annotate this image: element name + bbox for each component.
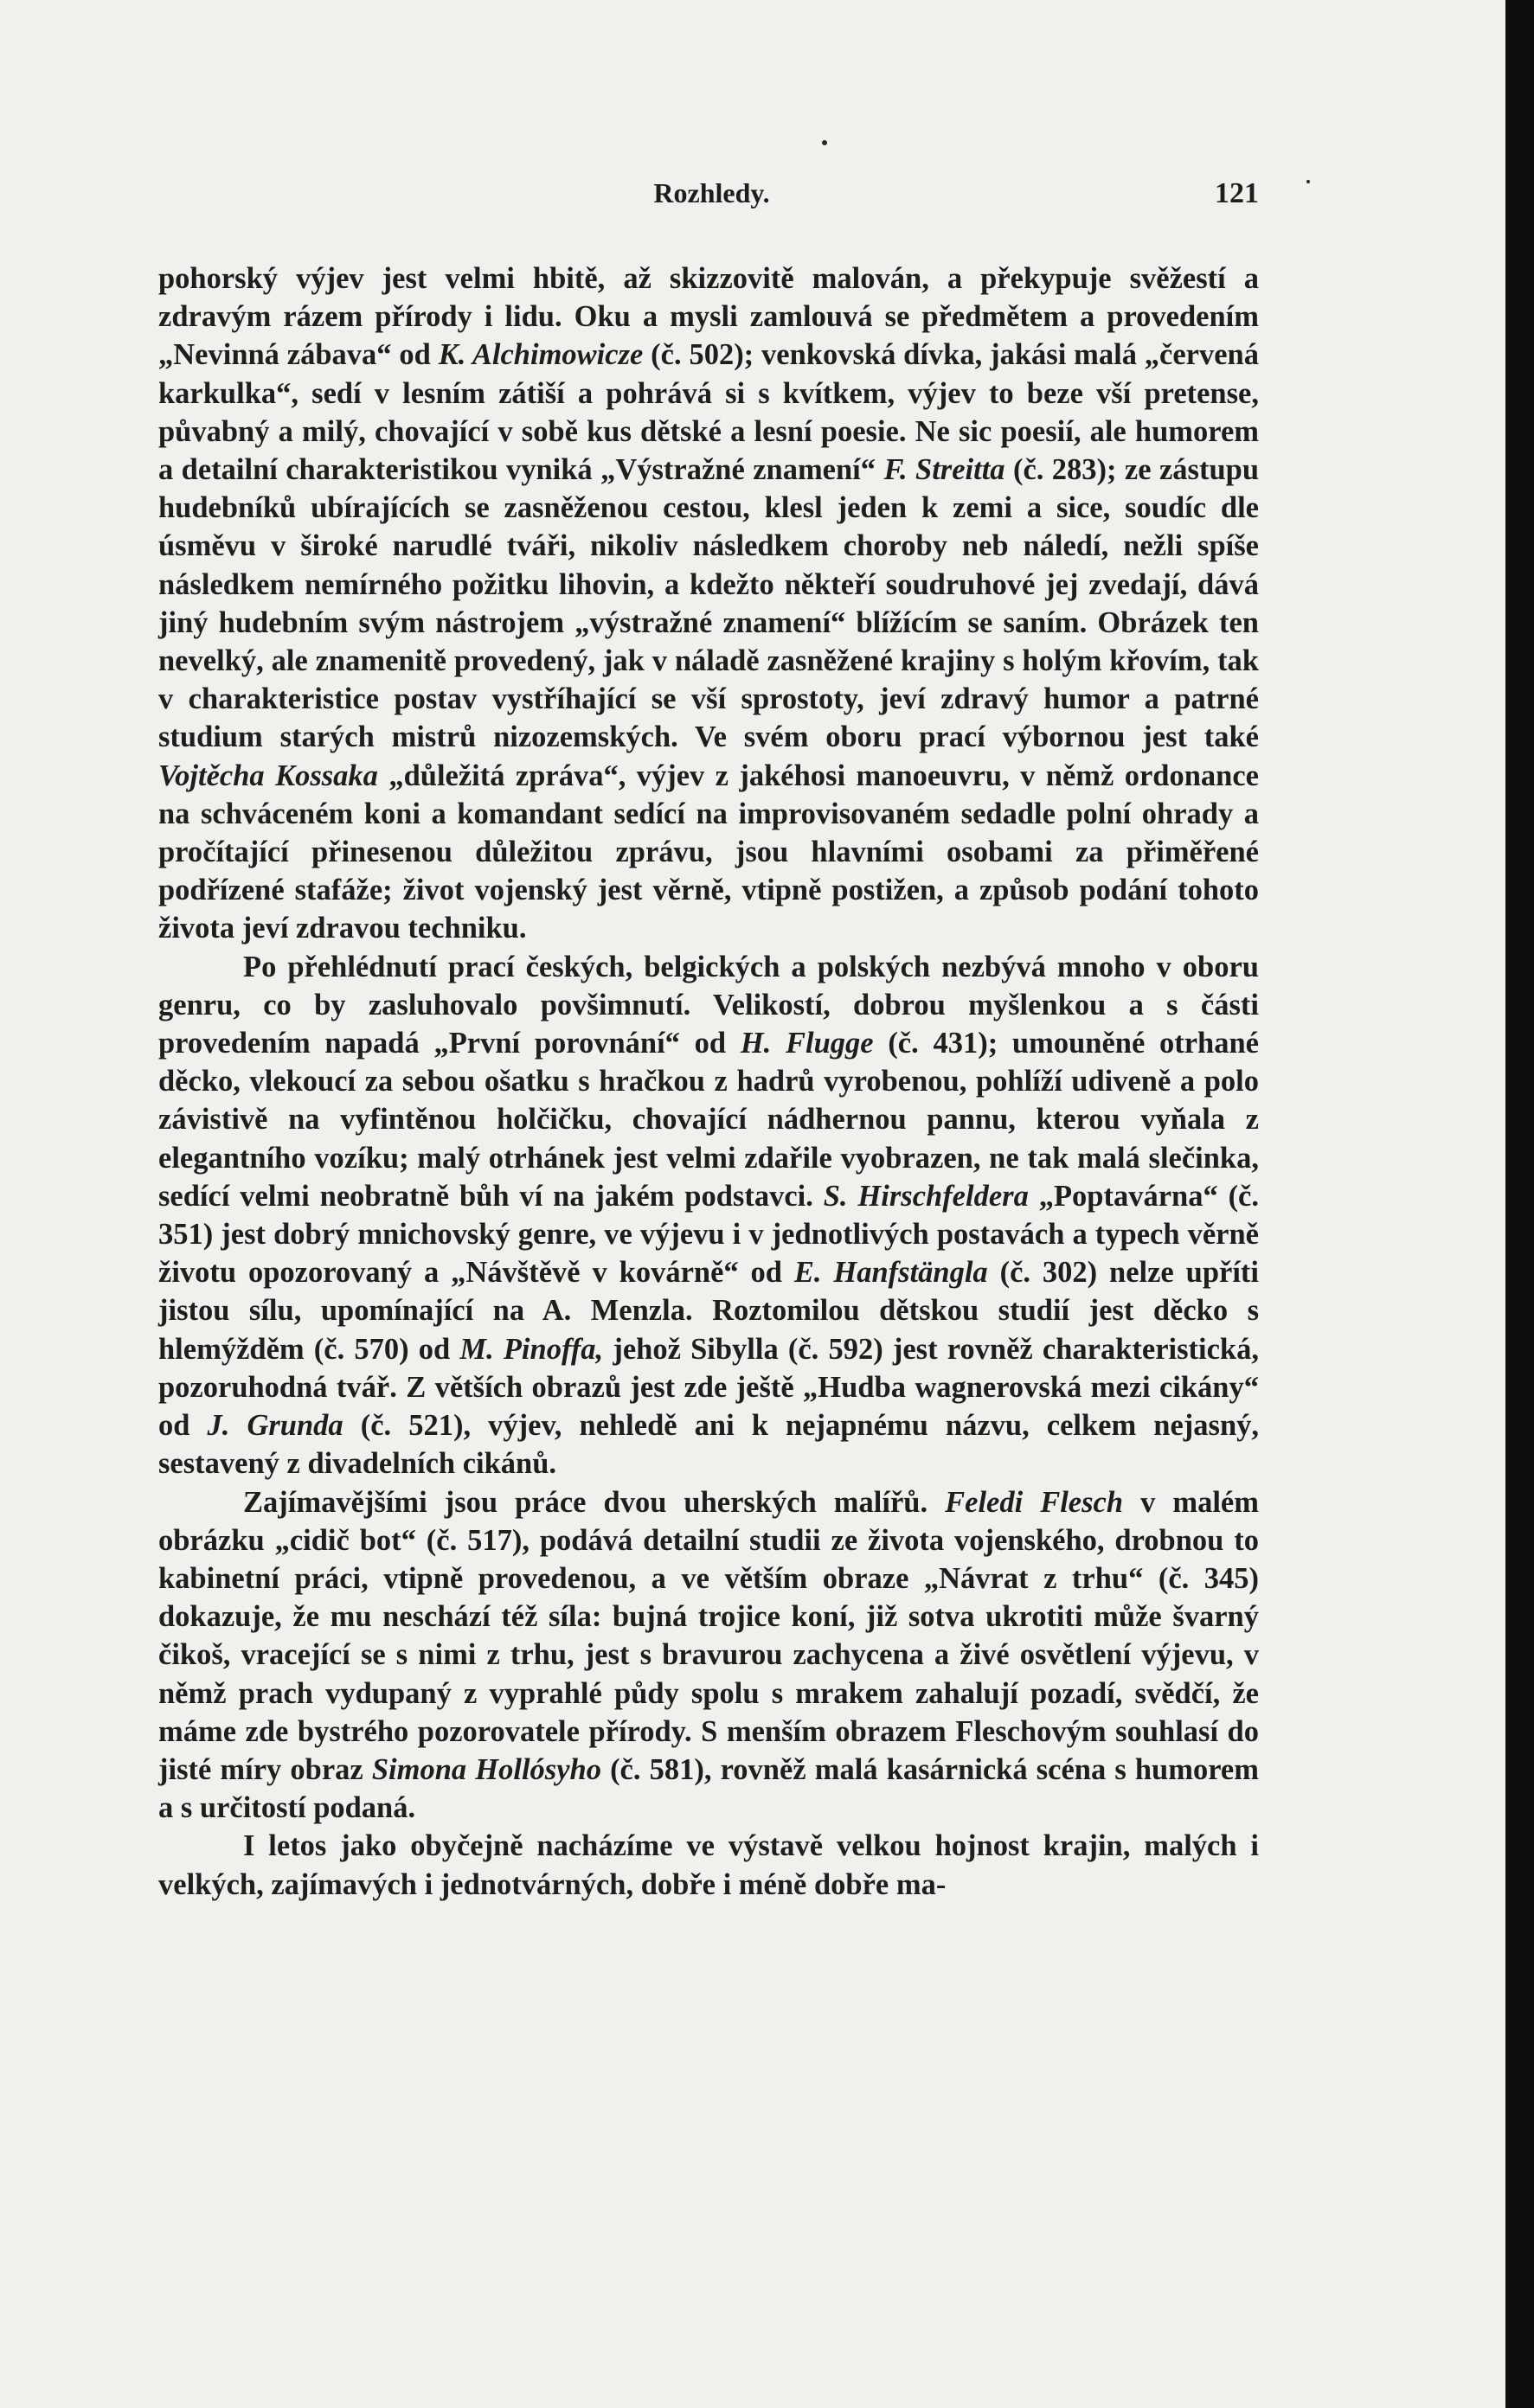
text-run: I letos jako obyčejně nacházíme ve výstavě velkou hojnost krajin, malých i velkých, zajímavých i jednotvárných, dobře i méně dobře ma- [158, 1829, 1259, 1901]
text-run: (č. 521), výjev, nehledě ani k nejapnému názvu, celkem nejasný, sestavený z divadelních cikánů. [158, 1409, 1260, 1481]
text-run: „důležitá zpráva“, výjev z jakéhosi manoeuvru, v němž ordonance na schváceném koni a komandant sedící na improvisovaném sedadle polní ohrady a pročítající přinesenou důležitou zprávu, jsou hlavními osobami za přiměřené podřízené stafáže; život vojenský jest věrně, vtipně postižen, a způsob podání tohoto života jeví zdravou techniku. [158, 759, 1259, 945]
italic-name: S. Hirschfeldera [823, 1179, 1029, 1213]
print-speck [1306, 180, 1310, 183]
running-head: Rozhledy. [653, 177, 770, 208]
paragraph-p4 [158, 1827, 1259, 1903]
text-run: Po přehlédnutí prací českých, belgických a polských nezbývá mnoho v oboru genru, co by zasluhovalo povšimnutí. Velikostí, dobrou myšlenkou a s části provedením napadá „První porovnání“ od [158, 950, 1259, 1060]
text-run: v malém obrázku „cidič bot“ (č. 517), podává detailní studii ze života vojenského, drobnou to kabinetní práci, vtipně provedenou, a ve větším obraze „Návrat z trhu“ (č. 345) dokazuje, že mu neschází též síla: bujná trojice koní, již sotva ukrotiti může švarný čikoš, vracející se s nimi z trhu, jest s bravurou zachycena a živé osvětlení výjevu, v němž prach vydupaný z vyprahlé půdy spolu s mrakem zahalují pozadí, svědčí, že máme zde bystrého pozorovatele přírody. S menším obrazem Fleschovým souhlasí do jisté míry obraz [158, 1485, 1259, 1786]
text-run: pohorský výjev jest velmi hbitě, až skizzovitě malován, a překypuje svěžestí a zdravým rázem přírody i lidu. Oku a mysli zamlouvá se předmětem a provedením „Nevinná zábava“ od [158, 262, 1259, 372]
text-run: jehož Sibylla (č. 592) jest rovněž charakteristická, pozoruhodná tvář. Z větších obrazů jest zde ještě „Hudba wagnerovská mezi cikány“ od [158, 1332, 1259, 1443]
text-run: (č. 581), rovněž malá kasárnická scéna s humorem a s určitostí podaná. [158, 1752, 1259, 1825]
paragraph-p2 [158, 948, 1259, 1483]
italic-name: M. Pinoffa, [459, 1332, 604, 1366]
text-run: Zajímavějšími jsou práce dvou uherských malířů. [243, 1485, 946, 1519]
text-run: (č. 502); venkovská dívka, jakási malá „červená karkulka“, sedí v lesním zátiší a pohrává si s kvítkem, výjev to beze vší pretense, půvabný a milý, chovající v sobě kus dětské a lesní poesie. Ne sic poesií, ale humorem a detailní charakteristikou vyniká „Výstražné znamení“ [158, 338, 1259, 487]
italic-name: H. Flugge [740, 1027, 874, 1060]
text-run: (č. 431); umouněné otrhané děcko, vlekoucí za sebou ošatku s hračkou z hadrů vyrobenou, pohlíží udiveně a polo závistivě na vyfintěnou holčičku, chovající nádhernou pannu, kterou vyňala z elegantního vozíku; malý otrhánek jest velmi zdařile vyobrazen, ne tak malá slečinka, sedící velmi neobratně bůh ví na jakém podstavci. [158, 1027, 1259, 1213]
page-number: 121 [1215, 177, 1259, 209]
text-run: (č. 302) nelze upříti jistou sílu, upomínající na A. Menzla. Roztomilou dětskou studií jest děcko s hlemýžděm (č. 570) od [158, 1256, 1259, 1366]
print-speck [822, 140, 827, 145]
italic-name: Vojtěcha Kossaka [158, 759, 378, 792]
paragraph-p1 [158, 259, 1259, 948]
text-run: (č. 283); ze zástupu hudebníků ubírajících se zasněženou cestou, klesl jeden k zemi a sice, soudíc dle úsměvu v široké narudlé tváři, nikoliv následkem choroby neb náledí, nežli spíše následkem nemírného požitku lihovin, a kdežto někteří soudruhové jej zvedají, dává jiný hudebním svým nástrojem „výstražné znamení“ blížícím se saním. Obrázek ten nevelký, ale znamenitě provedený, jak v náladě zasněžené krajiny s holým křovím, tak v charakteristice postav vystříhající se vší sprostoty, jeví zdravý humor a patrné studium starých mistrů nizozemských. Ve svém oboru prací výbornou jest také [158, 453, 1260, 754]
italic-name: Feledi Flesch [945, 1485, 1124, 1519]
article-body [158, 259, 1259, 1904]
italic-name: Simona Hollósyho [371, 1752, 601, 1786]
italic-name: J. Grunda [207, 1409, 343, 1443]
italic-name: E. Hanfstängla [793, 1256, 988, 1290]
page-header [164, 177, 1259, 221]
text-run: „Poptavárna“ (č. 351) jest dobrý mnichovský genre, ve výjevu i v jednotlivých postavách a typech věrně životu opozorovaný a „Návštěvě v kovárně“ od [158, 1179, 1259, 1290]
italic-name: F. Streitta [883, 453, 1005, 487]
italic-name: K. Alchimowicze [438, 338, 644, 372]
paragraph-p3 [158, 1483, 1259, 1828]
